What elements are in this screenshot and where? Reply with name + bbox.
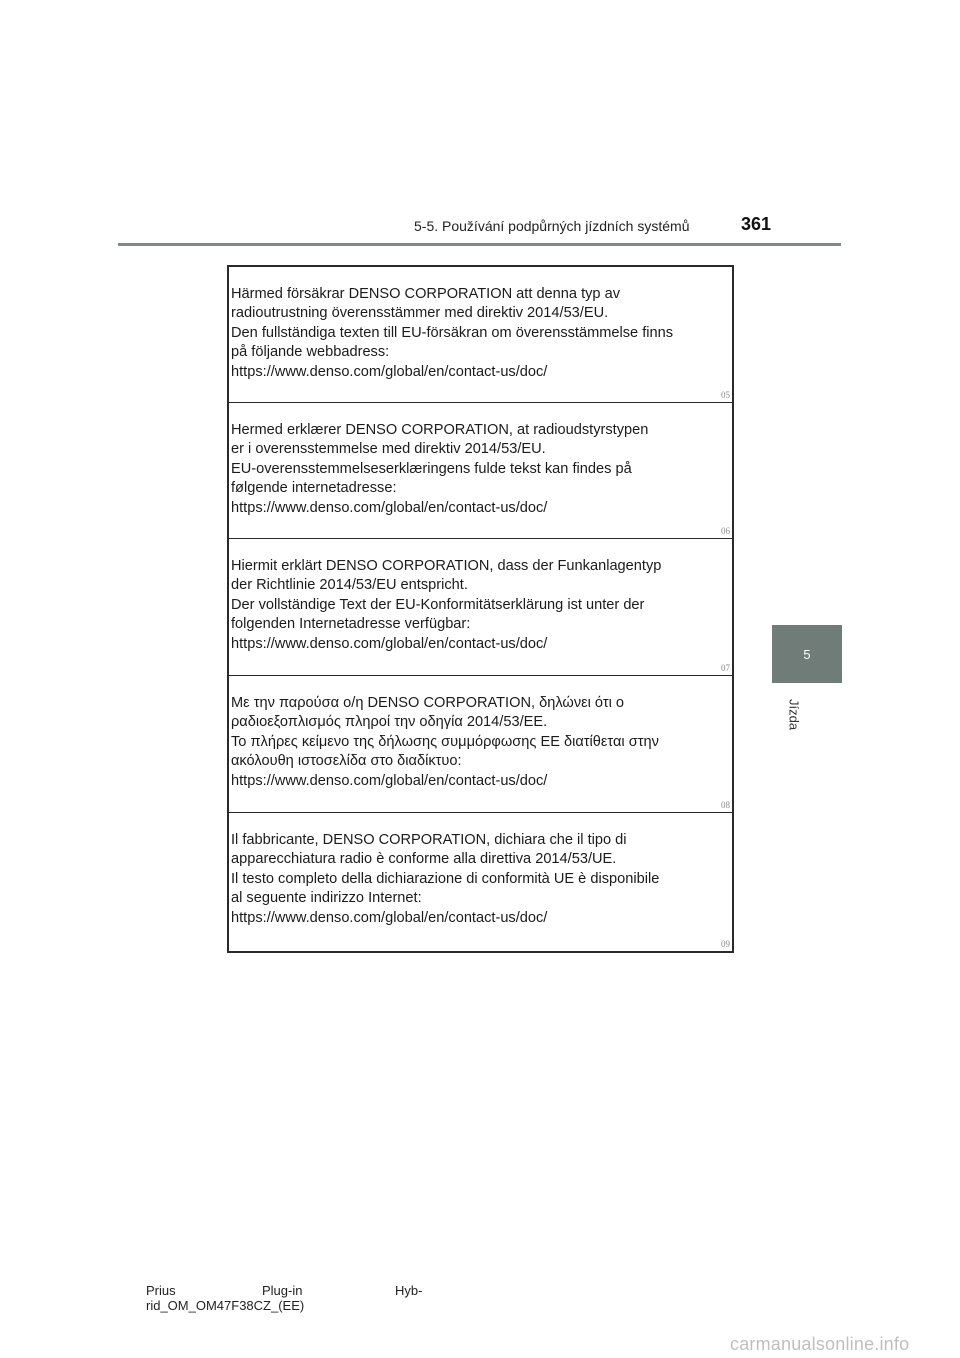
declaration-cell-italian <box>229 813 732 951</box>
footer-model: Prius <box>146 1283 176 1298</box>
declaration-line: apparecchiatura radio è conforme alla direttiva 2014/53/UE. <box>231 851 617 868</box>
header-divider <box>118 243 841 246</box>
footer-line-1 <box>146 1283 446 1298</box>
declaration-cell-german <box>229 539 732 676</box>
footer-hyb: Hyb- <box>395 1283 423 1298</box>
declaration-url: https://www.denso.com/global/en/contact-us/doc/ <box>231 635 548 652</box>
declaration-cell-danish <box>229 403 732 539</box>
declaration-line: Hermed erklærer DENSO CORPORATION, at radioudstyrstypen <box>231 422 649 438</box>
declaration-code: 06 <box>721 526 730 536</box>
declaration-url: https://www.denso.com/global/en/contact-us/doc/ <box>231 772 548 789</box>
page-number: 361 <box>741 214 772 234</box>
declaration-url: https://www.denso.com/global/en/contact-us/doc/ <box>231 499 548 516</box>
declaration-line: Den fullständiga texten till EU-försäkran om överensstämmelse finns <box>231 324 674 341</box>
declaration-line: på följande webbadress: <box>231 344 390 361</box>
declaration-text <box>231 557 721 654</box>
chapter-label-text: Jízda <box>786 699 802 731</box>
chapter-tab[interactable] <box>772 625 842 683</box>
declaration-code: 07 <box>721 663 730 673</box>
footer-line-2: rid_OM_OM47F38CZ_(EE) <box>146 1298 305 1313</box>
declaration-line: følgende internetadresse: <box>231 480 397 497</box>
declaration-text <box>231 285 721 382</box>
declaration-cell-greek <box>229 676 732 813</box>
declaration-code: 08 <box>721 800 730 810</box>
declaration-line: Hiermit erklärt DENSO CORPORATION, dass der Funkanlagentyp <box>231 558 662 574</box>
section-title: 5-5. Používání podpůrných jízdních systémů <box>414 218 690 234</box>
declaration-text <box>231 831 721 928</box>
declaration-code: 09 <box>721 939 730 949</box>
declaration-cell-swedish <box>229 267 732 403</box>
declaration-text <box>231 421 721 518</box>
declaration-url: https://www.denso.com/global/en/contact-us/doc/ <box>231 363 548 380</box>
declaration-url: https://www.denso.com/global/en/contact-us/doc/ <box>231 909 548 926</box>
watermark: carmanualsonline.info <box>730 1334 910 1354</box>
declaration-line: Der vollständige Text der EU-Konformitätserklärung ist unter der <box>231 596 645 613</box>
declaration-line: der Richtlinie 2014/53/EU entspricht. <box>231 577 468 594</box>
declaration-line: Il fabbricante, DENSO CORPORATION, dichiara che il tipo di <box>231 832 627 848</box>
chapter-number: 5 <box>803 646 811 662</box>
declaration-line: EU-overensstemmelseserklæringens fulde tekst kan findes på <box>231 460 632 477</box>
declaration-line: ραδιοεξοπλισμός πληροί την οδηγία 2014/53/ΕΕ. <box>231 714 548 731</box>
declaration-line: folgenden Internetadresse verfügbar: <box>231 616 471 633</box>
declaration-line: Härmed försäkrar DENSO CORPORATION att denna typ av <box>231 286 621 302</box>
declaration-code: 05 <box>721 390 730 400</box>
declaration-line: Με την παρούσα ο/η DENSO CORPORATION, δηλώνει ότι ο <box>231 695 625 711</box>
declaration-line: er i overensstemmelse med direktiv 2014/53/EU. <box>231 441 546 458</box>
declaration-line: al seguente indirizzo Internet: <box>231 890 422 907</box>
declaration-line: radioutrustning överensstämmer med direktiv 2014/53/EU. <box>231 305 609 322</box>
declaration-line: Το πλήρες κείμενο της δήλωσης συμμόρφωσης ΕΕ διατίθεται στην <box>231 733 659 750</box>
declaration-line: Il testo completo della dichiarazione di conformità UE è disponibile <box>231 870 660 887</box>
chapter-label <box>772 690 816 740</box>
declarations-table <box>227 265 734 953</box>
declaration-text <box>231 694 721 791</box>
footer-variant: Plug-in <box>262 1283 303 1298</box>
declaration-line: ακόλουθη ιστοσελίδα στο διαδίκτυο: <box>231 753 462 770</box>
document-footer <box>146 1283 446 1313</box>
